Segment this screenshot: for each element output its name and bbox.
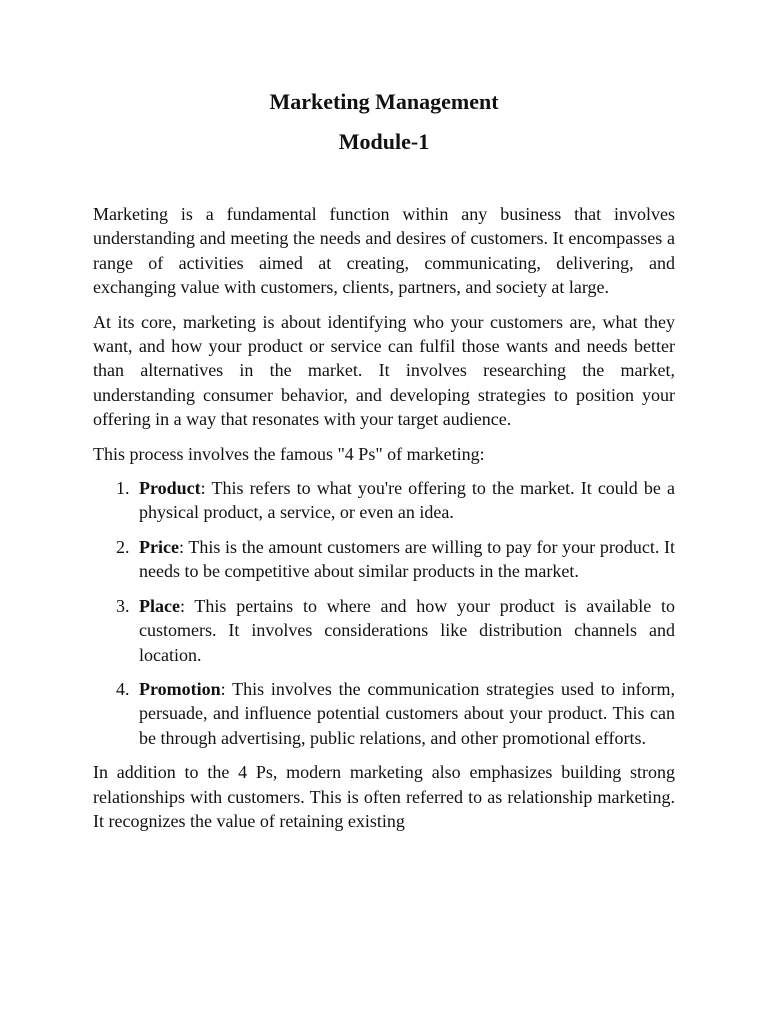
module-heading: Module-1 (338, 129, 430, 154)
list-number: 4. (116, 678, 130, 699)
list-number: 2. (116, 536, 130, 557)
list-item-place (93, 594, 675, 667)
document-title: Marketing Management (269, 89, 499, 114)
document-body (93, 202, 675, 843)
list-item-promotion (93, 677, 675, 750)
four-ps-list (93, 476, 675, 750)
list-text: : This is the amount customers are willing to pay for your product. It needs to be competitive about similar products in the market. (139, 536, 675, 582)
list-item-product (93, 476, 675, 525)
list-term: Product (139, 478, 201, 499)
list-item-price (93, 535, 675, 584)
core-paragraph: At its core, marketing is about identifying who your customers are, what they want, and how your product or service can fulfil those wants and needs better than alternatives in the market. It involves researching the market, understanding consumer behavior, and developing strategies to position your offering in a way that resonates with your target audience. (93, 311, 675, 430)
four-ps-intro: This process involves the famous "4 Ps" of marketing: (93, 443, 485, 464)
closing-paragraph: In addition to the 4 Ps, modern marketing also emphasizes building strong relationships with customers. This is often referred to as relationship marketing. It recognizes the value of retaining existing (93, 762, 675, 831)
intro-paragraph: Marketing is a fundamental function within any business that involves understanding and meeting the needs and desires of customers. It encompasses a range of activities aimed at creating, communicating, delivering, and exchanging value with customers, clients, partners, and society at large. (93, 204, 675, 298)
list-text: : This involves the communication strategies used to inform, persuade, and influence potential customers about your product. This can be through advertising, public relations, and other promotional efforts. (139, 678, 675, 748)
list-number: 3. (116, 595, 130, 616)
list-text: : This refers to what you're offering to the market. It could be a physical product, a service, or even an idea. (139, 478, 675, 523)
list-text: : This pertains to where and how your product is available to customers. It involves considerations like distribution channels and location. (139, 595, 675, 665)
list-number: 1. (116, 478, 130, 499)
list-term: Place (139, 595, 180, 616)
list-term: Promotion (139, 678, 221, 699)
list-term: Price (139, 536, 179, 557)
